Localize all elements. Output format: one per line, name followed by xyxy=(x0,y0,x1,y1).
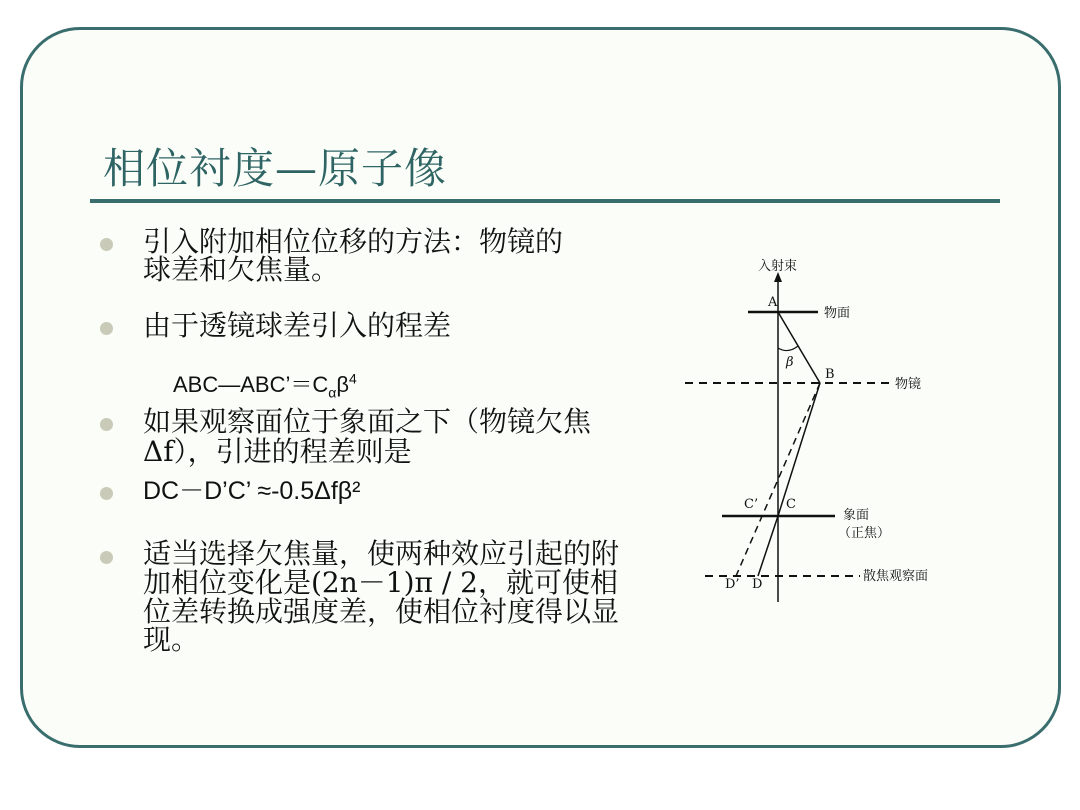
image-plane-note: （正焦） xyxy=(838,526,891,541)
bullet-dot xyxy=(100,322,113,335)
image-plane-label: 象面 xyxy=(843,508,870,523)
bullet-dot xyxy=(100,551,113,564)
objective-label: 物镜 xyxy=(895,377,922,392)
point-b-label: B xyxy=(825,367,835,382)
defocus-optics-diagram xyxy=(680,250,960,610)
incident-beam-label: 入射束 xyxy=(758,259,798,274)
bullet-1-line-1: 引入附加相位位移的方法：物镜的 xyxy=(143,225,564,258)
beta-angle-arc xyxy=(778,346,798,351)
ray-b-to-c xyxy=(778,383,820,516)
formula-superscript: 4 xyxy=(349,370,357,387)
point-d-prime-label: D’ xyxy=(725,577,740,592)
bullet-4-line-1: DC－D’C’ ≈-0.5Δfβ² xyxy=(143,477,361,505)
point-a-label: A xyxy=(768,295,778,310)
bullet-3-line-1: 如果观察面位于象面之下（物镜欠焦 xyxy=(143,405,592,438)
bullet-dot xyxy=(100,487,113,500)
formula-base: β xyxy=(336,372,349,397)
ray-a-to-b xyxy=(778,312,820,383)
bullet-1-line-2: 球差和欠焦量。 xyxy=(143,253,340,286)
bullet-5-line-1: 适当选择欠焦量，使两种效应引起的附 xyxy=(143,537,620,570)
point-c-prime-label: C’ xyxy=(744,497,759,512)
slide-title: 相位衬度—原子像 xyxy=(103,144,448,193)
bullet-3-line-2: Δf），引进的程差则是 xyxy=(143,435,412,468)
bullet-dot xyxy=(100,418,113,431)
beta-angle-label: β xyxy=(786,355,794,370)
title-divider xyxy=(90,199,1000,203)
formula-subscript: α xyxy=(328,384,337,401)
point-c-label: C xyxy=(786,497,796,512)
bullet-dot xyxy=(100,238,113,251)
formula-main: ABC—ABC’＝C xyxy=(173,372,329,397)
aberration-formula xyxy=(173,368,357,400)
point-d-label: D xyxy=(752,577,763,592)
bullet-5-line-4: 现。 xyxy=(143,623,200,656)
defocus-plane-label: 散焦观察面 xyxy=(863,569,929,584)
bullet-2-line-1: 由于透镜球差引入的程差 xyxy=(143,309,452,342)
bullet-5-line-3: 位差转换成强度差，使相位衬度得以显 xyxy=(143,595,620,628)
object-plane-label: 物面 xyxy=(824,306,851,321)
bullet-5-line-2: 加相位变化是(2n－1)π / 2，就可使相 xyxy=(143,566,618,599)
ray-c-to-d xyxy=(758,516,778,576)
